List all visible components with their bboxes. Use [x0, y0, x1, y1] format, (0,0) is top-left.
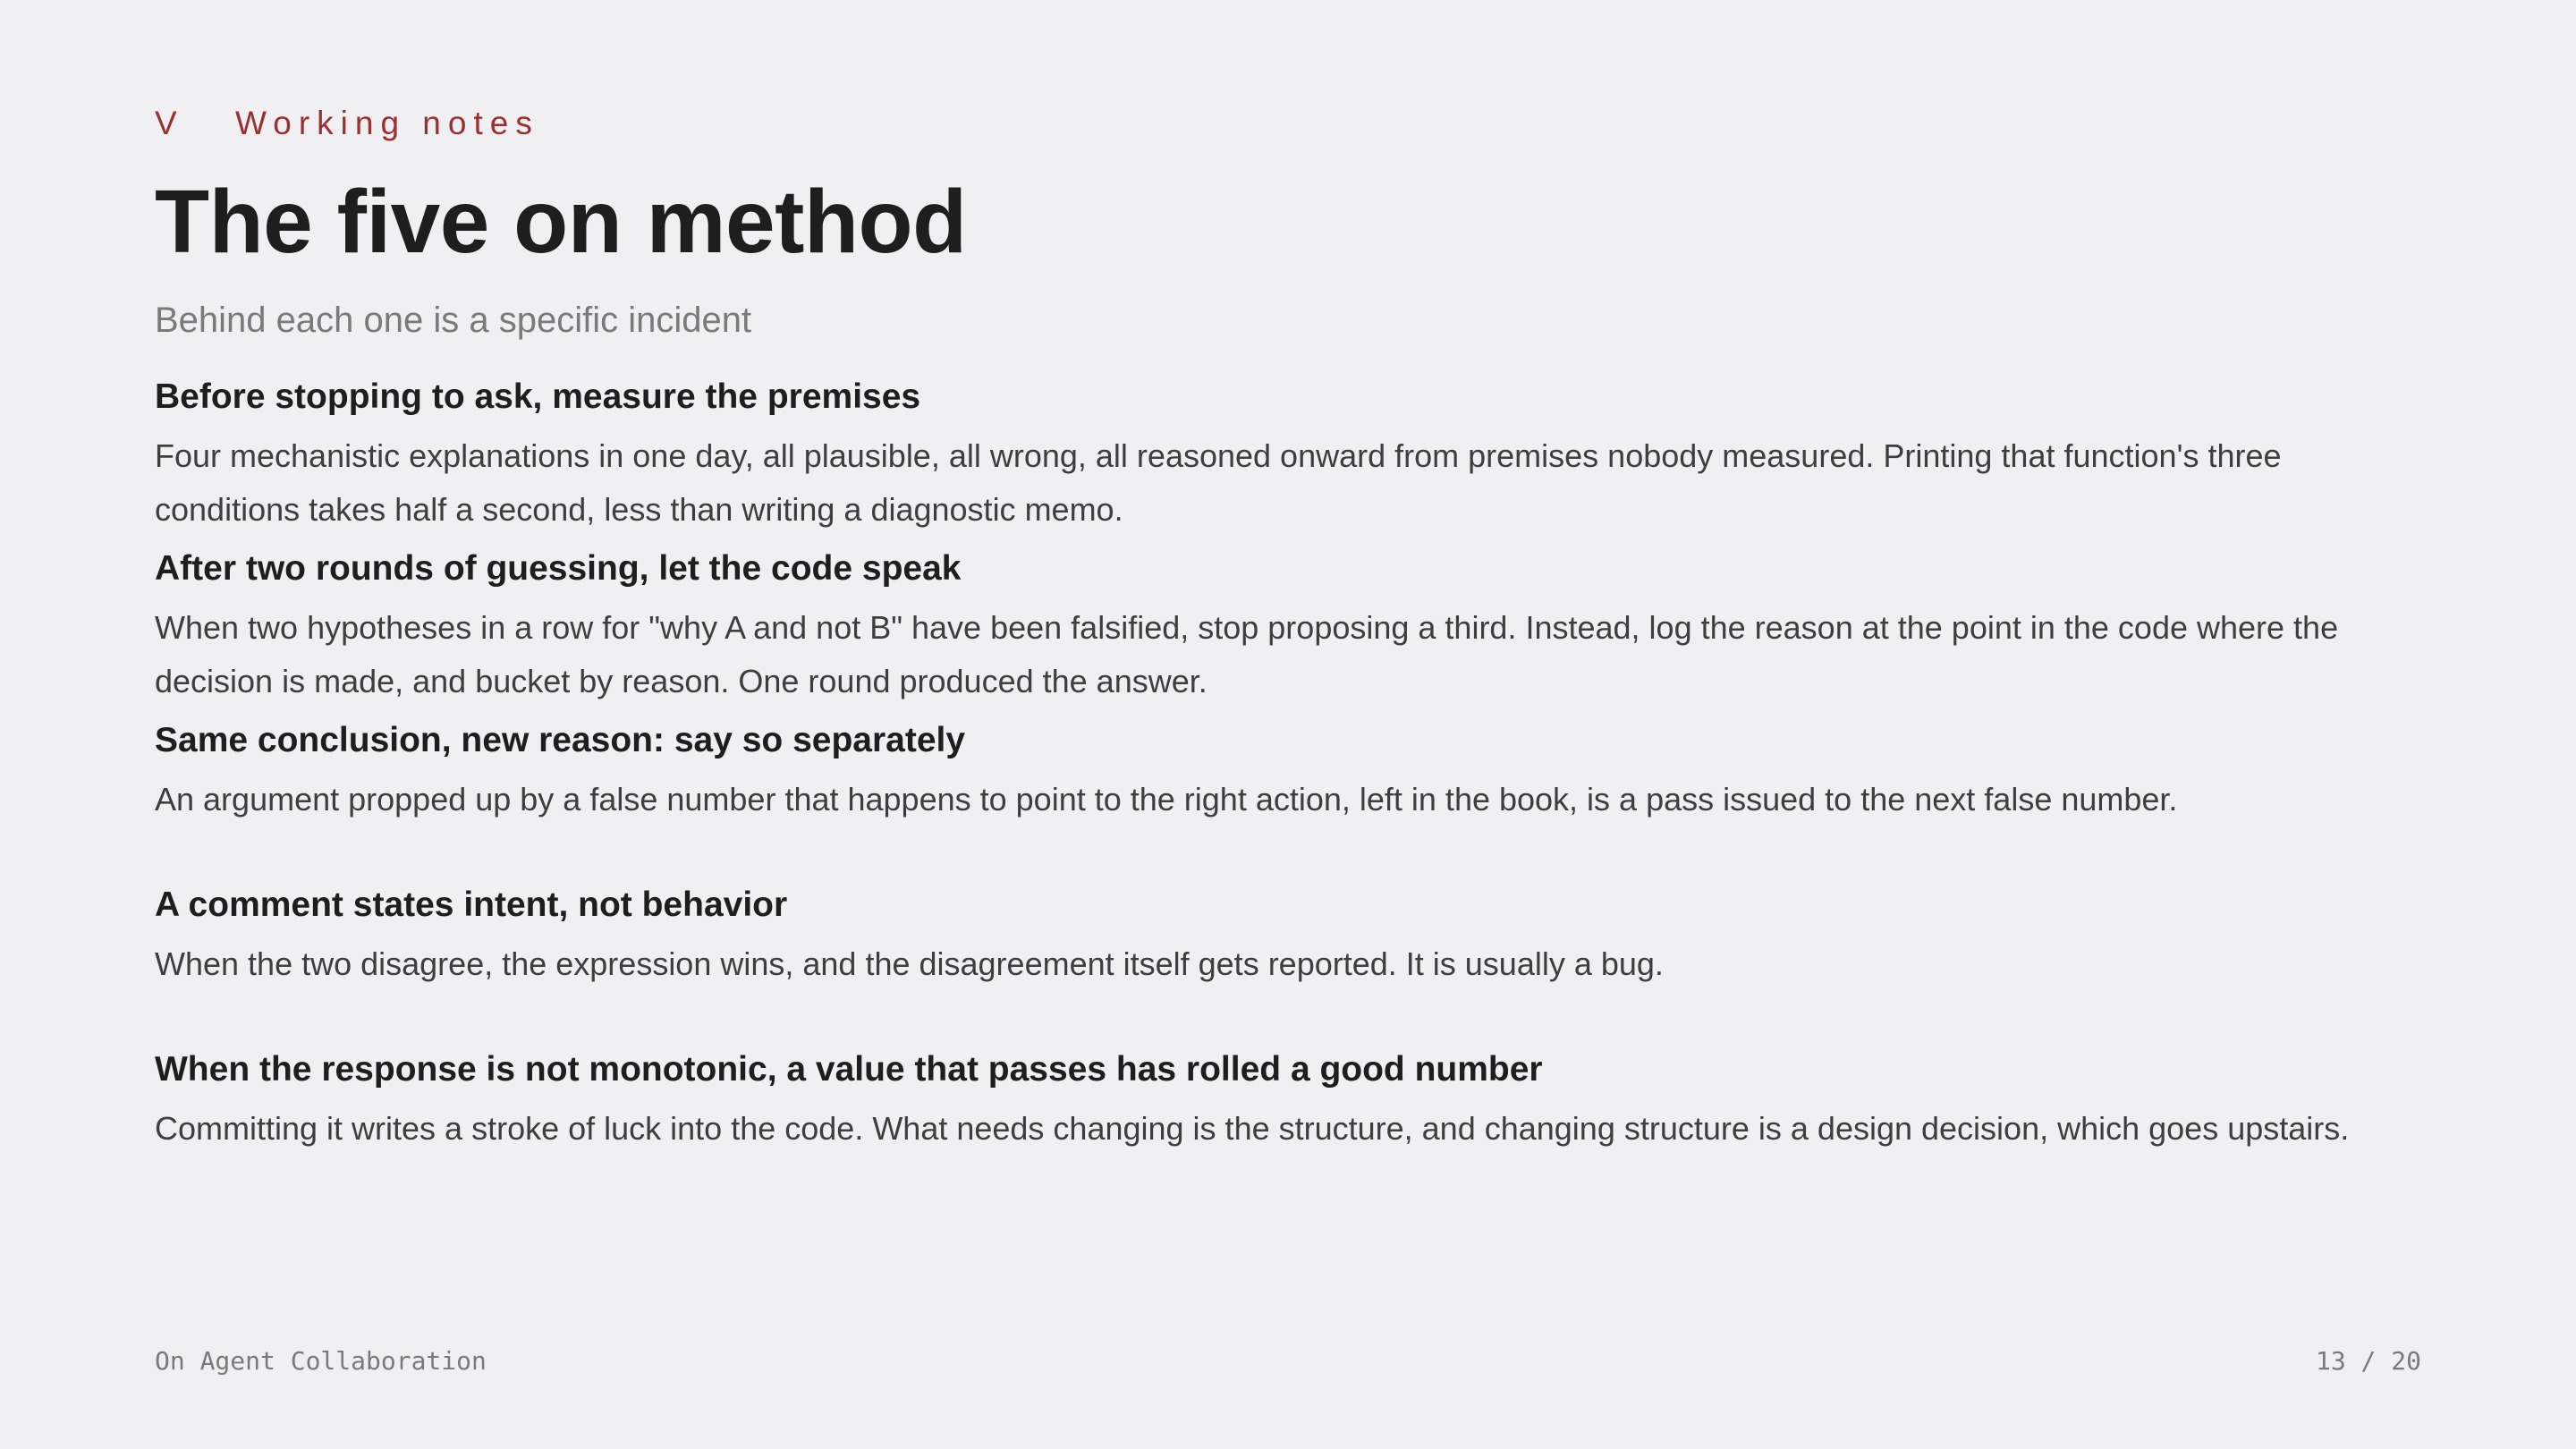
method-item-2	[155, 544, 2427, 708]
method-item-1	[155, 372, 2427, 537]
page-title: The five on method	[155, 172, 967, 272]
method-heading: After two rounds of guessing, let the code speak	[155, 549, 962, 588]
deck-title: On Agent Collaboration	[155, 1346, 487, 1376]
method-heading: Same conclusion, new reason: say so separately	[155, 721, 966, 759]
method-body: An argument propped up by a false number that happens to point to the right action, left in the book, is a pass issued to the next false number.	[155, 781, 2178, 818]
method-body: Four mechanistic explanations in one day, all plausible, all wrong, all reasoned onward from premises nobody measured. Printing that function's three conditions takes half a second, less than writing a diagnostic memo.	[155, 437, 2282, 528]
method-heading: A comment states intent, not behavior	[155, 886, 788, 924]
section-eyebrow	[155, 100, 2427, 147]
method-heading: When the response is not monotonic, a value that passes has rolled a good number	[155, 1050, 1543, 1089]
slide	[155, 100, 2427, 1163]
method-item-5	[155, 1045, 2427, 1156]
method-body: When two hypotheses in a row for "why A and not B" have been falsified, stop proposing a third. Instead, log the reason at the point in the code where the decision is made, and bucket by reason. One round produced the answer.	[155, 609, 2339, 699]
section-label: Working notes	[235, 105, 539, 141]
method-list	[155, 372, 2427, 1156]
page-subtitle: Behind each one is a specific incident	[155, 301, 752, 340]
method-body: When the two disagree, the expression wins, and the disagreement itself gets reported. It is usually a bug.	[155, 945, 1664, 982]
method-heading: Before stopping to ask, measure the premises	[155, 377, 921, 416]
method-item-3	[155, 716, 2427, 826]
method-body: Committing it writes a stroke of luck into the code. What needs changing is the structure, and changing structure is a design decision, which goes upstairs.	[155, 1110, 2350, 1147]
page-number: 13 / 20	[2315, 1346, 2421, 1376]
slide-footer	[155, 1343, 2421, 1379]
method-item-4	[155, 880, 2427, 991]
section-numeral: V	[155, 105, 177, 141]
